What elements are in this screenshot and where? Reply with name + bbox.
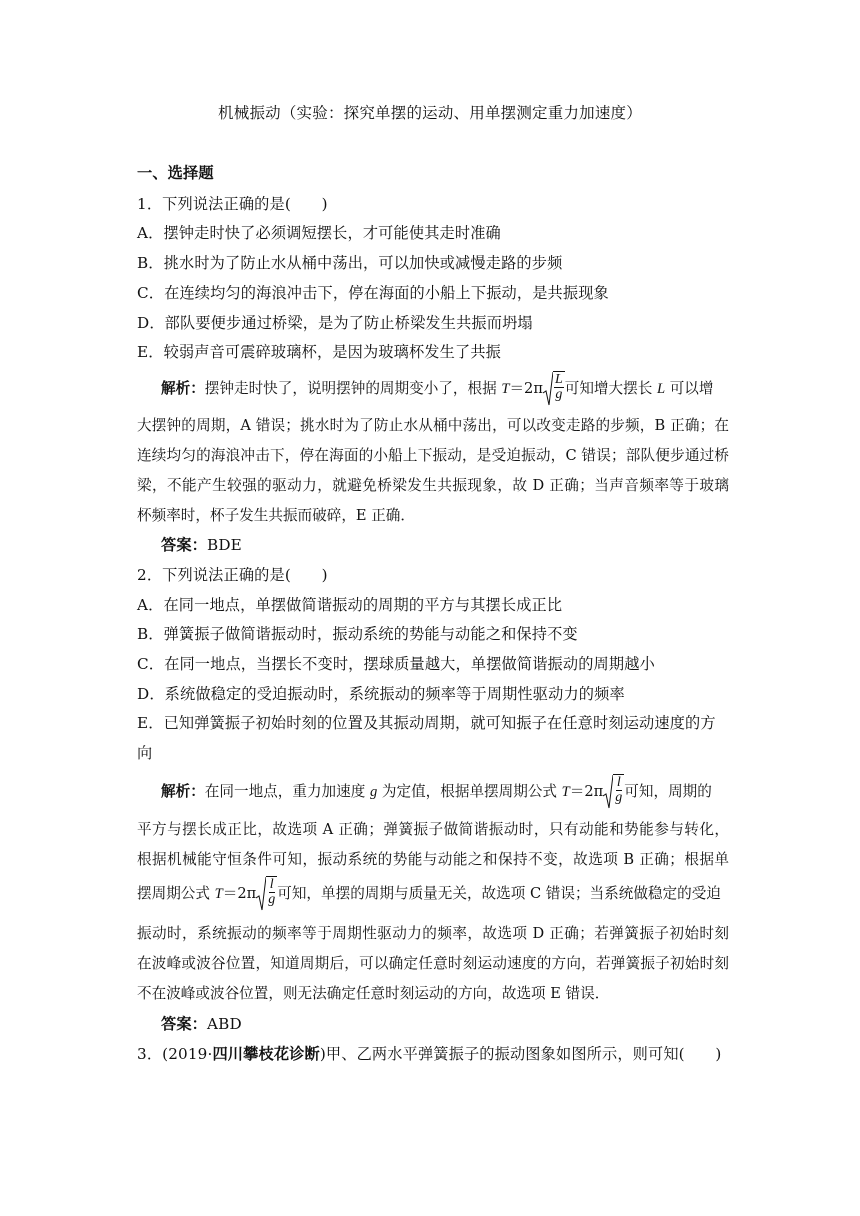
variable-symbol: L (656, 381, 666, 397)
question-1-answer (161, 534, 242, 555)
question-2-analysis-line-5: 振动时，系统振动的频率等于周期性驱动力的频率，故选项 D 正确；若弹簧振子初始时刻 (137, 925, 729, 942)
answer-value: ABD (207, 1015, 242, 1033)
question-2-answer (161, 1013, 242, 1034)
fraction-denominator: g (615, 790, 623, 805)
analysis-text: 摆钟走时快了，说明摆钟的周期变小了，根据 (204, 380, 502, 397)
question-2-stem: 2．下列说法正确的是( ) (137, 566, 328, 584)
formula-operator: ＝2π (222, 885, 257, 902)
question-3-number: 3．(2019· (137, 1045, 213, 1063)
question-2-option-e: E．已知弹簧振子初始时刻的位置及其振动周期，就可知振子在任意时刻运动速度的方 (137, 714, 716, 732)
question-2-analysis-line-7: 不在波峰或波谷位置，则无法确定任意时刻运动的方向，故选项 E 错误． (137, 985, 610, 1002)
question-3-source: 四川攀枝花诊断 (212, 1045, 320, 1063)
analysis-label: 解析： (161, 783, 205, 800)
formula-operator: ＝2π (509, 380, 543, 397)
analysis-text: 为定值，根据单摆周期公式 (377, 783, 562, 800)
question-2-analysis-line-4 (137, 876, 729, 912)
fraction (266, 876, 277, 912)
question-2-option-a: A．在同一地点，单摆做简谐振动的周期的平方与其摆长成正比 (137, 596, 563, 614)
fraction-denominator: g (268, 892, 276, 907)
question-1-option-a: A．摆钟走时快了必须调短摆长，才可能使其走时准确 (137, 224, 501, 242)
analysis-text: 可知，周期的 (624, 783, 712, 800)
answer-label: 答案： (161, 536, 208, 554)
question-3-stem (137, 1043, 722, 1064)
fraction (613, 774, 624, 810)
question-2-analysis-line-1 (161, 774, 729, 810)
question-2-analysis-line-6: 在波峰或波谷位置，知道周期后，可以确定任意时刻运动速度的方向，若弹簧振子初始时刻 (137, 955, 729, 972)
question-1-analysis-line-5: 杯频率时，杯子发生共振而破碎，E 正确． (137, 507, 415, 524)
analysis-text: 可以增 (665, 380, 714, 397)
question-2-analysis-line-2: 平方与摆长成正比，故选项 A 正确；弹簧振子做简谐振动时，只有动能和势能参与转化， (137, 821, 729, 838)
answer-label: 答案： (161, 1015, 208, 1033)
question-1-option-c: C．在连续均匀的海浪冲击下，停在海面的小船上下振动，是共振现象 (137, 284, 609, 302)
analysis-text: 可知增大摆长 (564, 380, 657, 397)
formula-operator: ＝2π (569, 783, 604, 800)
formula-symbol: T (501, 381, 510, 397)
fraction (553, 371, 565, 407)
question-1-option-d: D．部队要便步通过桥梁，是为了防止桥梁发生共振而坍塌 (137, 314, 533, 332)
question-2-option-b: B．弹簧振子做简谐振动时，振动系统的势能与动能之和保持不变 (137, 625, 578, 643)
question-1-analysis-line-2: 大摆钟的周期，A 错误；挑水时为了防止水从桶中荡出，可以改变走路的步频，B 正确；在 (137, 417, 729, 434)
square-root-formula (256, 876, 277, 912)
analysis-text: 摆周期公式 (137, 885, 215, 902)
question-2-option-c: C．在同一地点，当摆长不变时，摆球质量越大，单摆做简谐振动的周期越小 (137, 655, 655, 673)
question-1-option-e: E．较弱声音可震碎玻璃杯，是因为玻璃杯发生了共振 (137, 343, 501, 361)
question-2-analysis-line-3: 根据机械能守恒条件可知，振动系统的势能与动能之和保持不变，故选项 B 正确；根据单 (137, 851, 729, 868)
variable-symbol: g (369, 784, 378, 800)
square-root-formula (603, 774, 624, 810)
answer-value: BDE (207, 536, 242, 554)
question-2-option-e-continued: 向 (137, 744, 153, 762)
question-3-text: )甲、乙两水平弹簧振子的振动图象如图所示，则可知( ) (319, 1045, 722, 1063)
analysis-text: 在同一地点，重力加速度 (204, 783, 370, 800)
question-1-analysis-line-1 (161, 371, 729, 407)
formula-symbol: T (214, 886, 223, 902)
formula-symbol: T (561, 784, 570, 800)
fraction-numerator: l (616, 775, 621, 790)
fraction-denominator: g (555, 387, 563, 402)
analysis-text: 可知，单摆的周期与质量无关，故选项 C 错误；当系统做稳定的受迫 (277, 885, 721, 902)
question-2-option-d: D．系统做稳定的受迫振动时，系统振动的频率等于周期性驱动力的频率 (137, 685, 625, 703)
section-heading: 一、选择题 (137, 164, 214, 182)
question-1-stem: 1．下列说法正确的是( ) (137, 195, 328, 213)
analysis-label: 解析： (161, 380, 205, 397)
fraction-numerator: l (269, 877, 274, 892)
question-1-analysis-line-4: 梁，不能产生较强的驱动力，就避免桥梁发生共振现象，故 D 正确；当声音频率等于玻璃 (137, 477, 729, 494)
question-1-option-b: B．挑水时为了防止水从桶中荡出，可以加快或减慢走路的步频 (137, 254, 563, 272)
question-1-analysis-line-3: 连续均匀的海浪冲击下，停在海面的小船上下振动，是受迫振动，C 错误；部队便步通过桥 (137, 447, 729, 464)
square-root-formula (543, 371, 565, 407)
fraction-numerator: L (554, 372, 563, 387)
document-title: 机械振动（实验：探究单摆的运动、用单摆测定重力加速度） (218, 104, 642, 122)
